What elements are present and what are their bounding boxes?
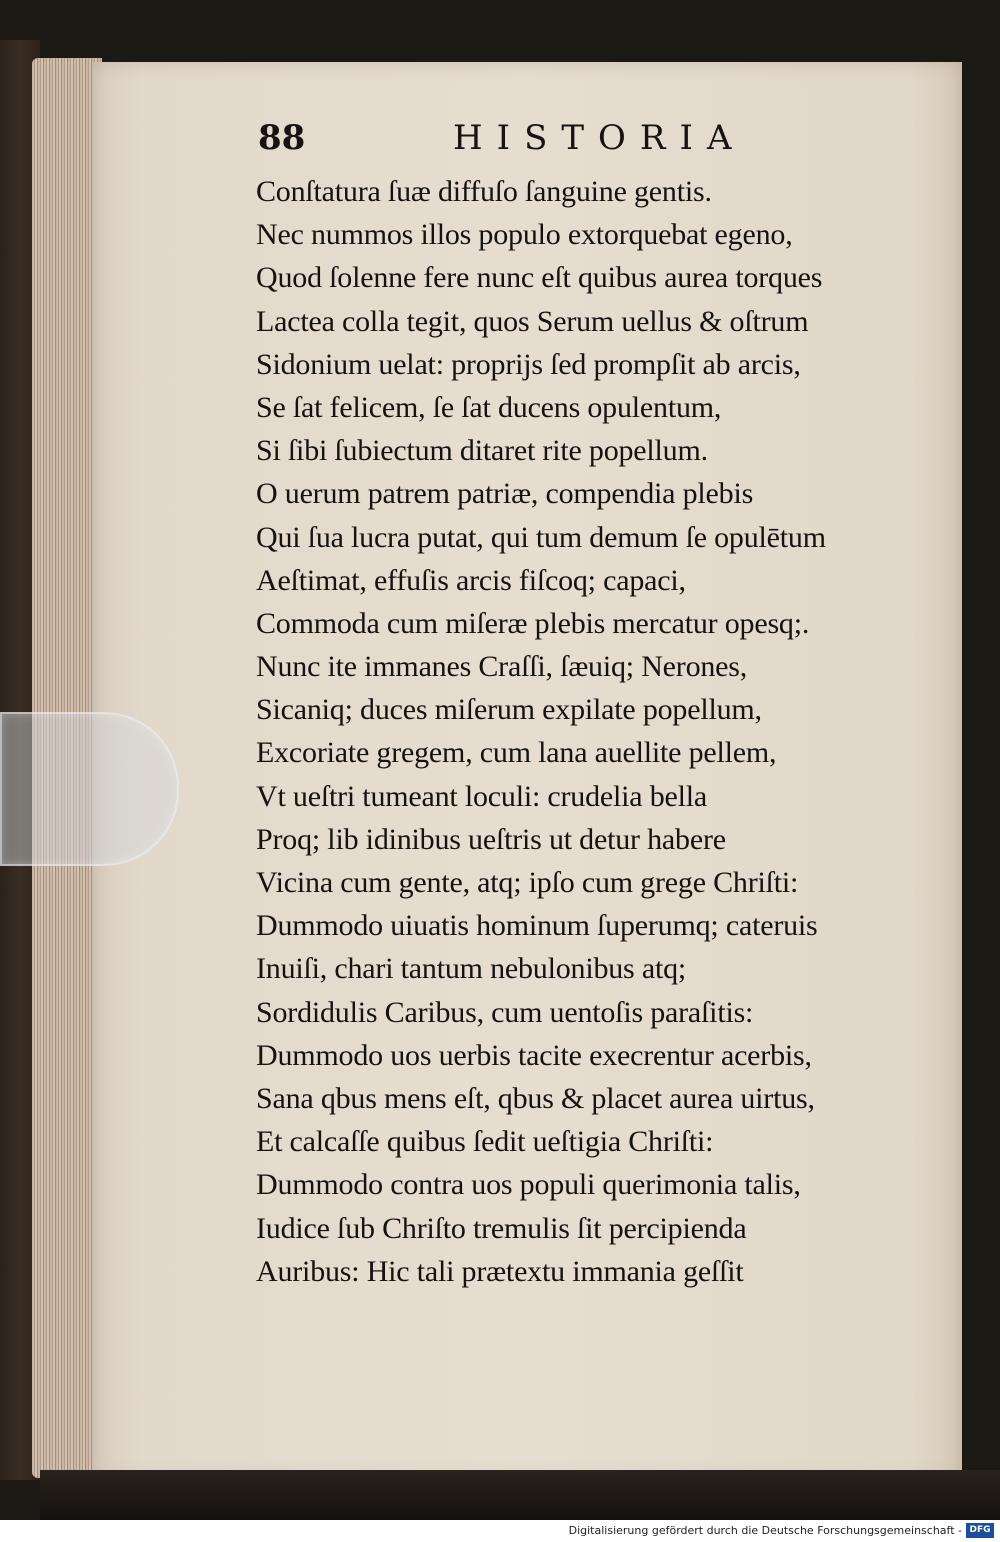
verse-line: Dummodo uiuatis hominum ſuperumq; cateruis: [256, 909, 818, 943]
verse-line: Et calcaſſe quibus ſedit ueſtigia Chriſti:: [256, 1125, 714, 1159]
verse-line: Quod ſolenne fere nunc eſt quibus aurea torques: [256, 261, 823, 295]
verse-line: Commoda cum miſeræ plebis mercatur opesq;.: [256, 606, 810, 640]
page-header: [258, 118, 818, 168]
verse-line: Qui ſua lucra putat, qui tum demum ſe opulētum: [256, 520, 826, 554]
digitization-footer: [0, 1520, 1000, 1542]
verse-line: Lactea colla tegit, quos Serum uellus & oſtrum: [256, 304, 809, 338]
verse-line: Proq; lib idinibus ueſtris ut detur habere: [256, 822, 726, 856]
verse-line: Inuiſi, chari tantum nebulonibus atq;: [256, 952, 687, 986]
page-number: 88: [258, 118, 306, 158]
verse-text: [256, 170, 946, 1293]
verse-line: Iudice ſub Chriſto tremulis ſit percipienda: [256, 1211, 747, 1245]
verse-line: Se ſat felicem, ſe ſat ducens opulentum,: [256, 390, 722, 424]
page-clip: [0, 712, 179, 866]
dfg-logo: DFG: [966, 1523, 994, 1538]
verse-line: Nec nummos illos populo extorquebat egeno,: [256, 218, 793, 252]
verse-line: Sordidulis Caribus, cum uentoſis paraſitis:: [256, 995, 754, 1029]
verse-line: Vicina cum gente, atq; ipſo cum grege Chriſti:: [256, 866, 799, 899]
verse-line: Sana qbus mens eſt, qbus & placet aurea uirtus,: [256, 1081, 815, 1115]
verse-line: Vt ueſtri tumeant loculi: crudelia bella: [256, 779, 708, 813]
verse-line: O uerum patrem patriæ, compendia plebis: [256, 477, 754, 511]
verse-line: Si ſibi ſubiectum ditaret rite popellum.: [256, 434, 708, 468]
verse-line: Dummodo contra uos populi querimonia talis,: [256, 1168, 801, 1202]
book-bottom-edge: [40, 1470, 1000, 1520]
verse-line: Nunc ite immanes Craſſi, ſæuiq; Nerones,: [256, 650, 748, 684]
verse-line: Excoriate gregem, cum lana auellite pellem,: [256, 736, 777, 770]
verse-line: Aeſtimat, effuſis arcis fiſcoq; capaci,: [256, 563, 686, 597]
verse-line: Sidonium uelat: proprijs ſed prompſit ab arcis,: [256, 347, 801, 381]
verse-line: Conſtatura ſuæ diffuſo ſanguine gentis.: [256, 175, 712, 208]
running-title: HISTORIA: [453, 118, 746, 158]
funding-credit: Digitalisierung gefördert durch die Deutsche Forschungsgemeinschaft -: [568, 1524, 962, 1537]
verse-line: Sicaniq; duces miſerum expilate popellum,: [256, 693, 762, 727]
verse-line: Auribus: Hic tali prætextu immania geſſit: [256, 1254, 744, 1288]
verse-line: Dummodo uos uerbis tacite execrentur acerbis,: [256, 1038, 812, 1072]
